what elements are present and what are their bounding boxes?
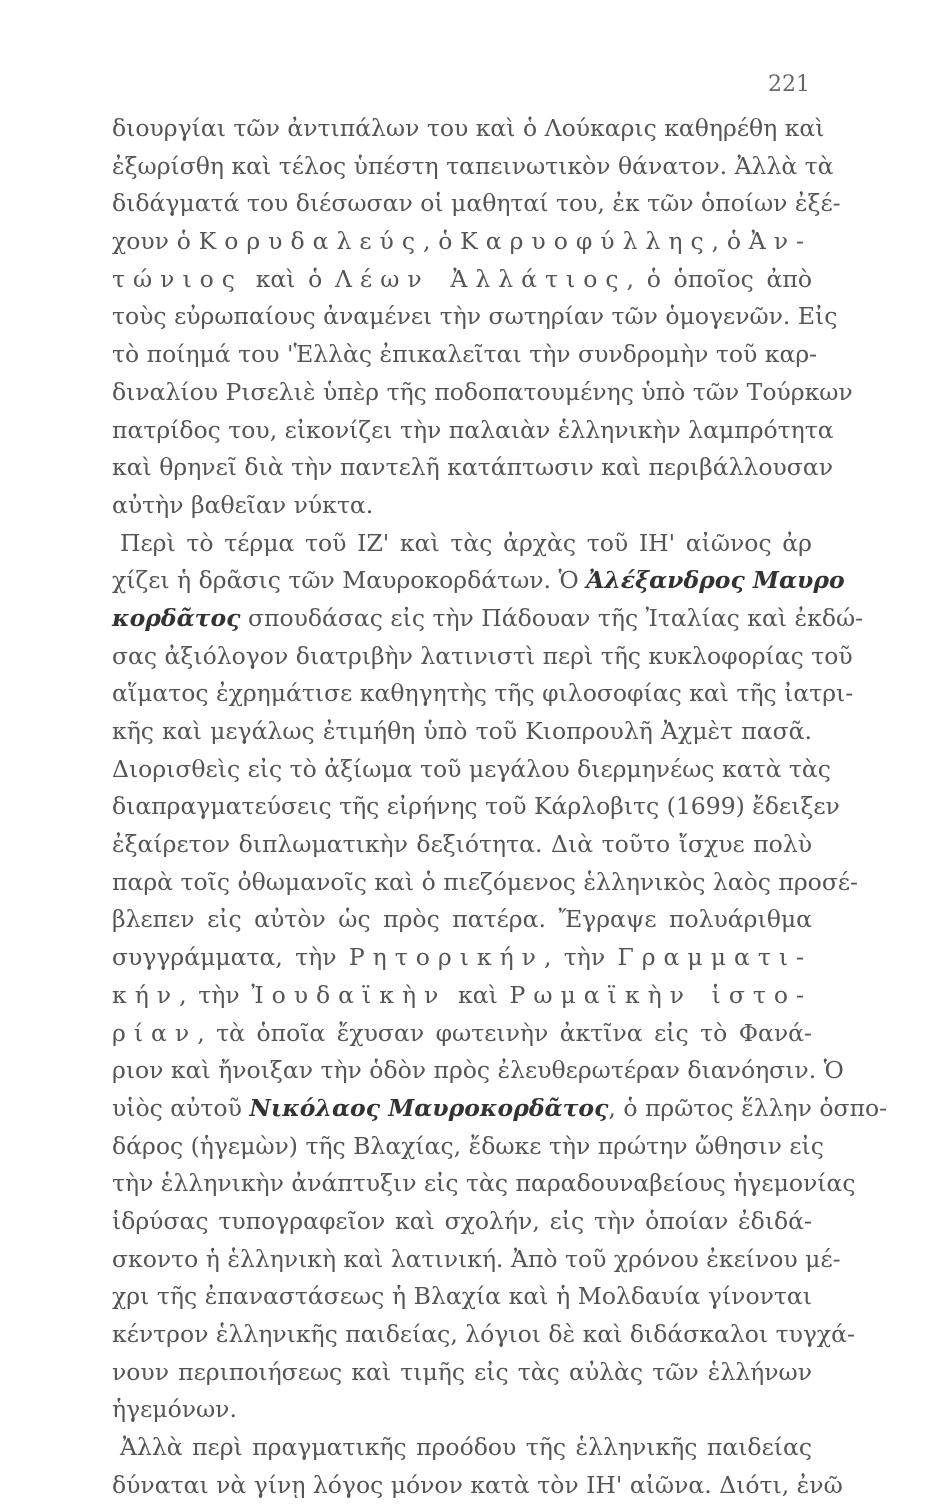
text-segment: κέντρον ἑλληνικῆς παιδείας, λόγιοι δὲ καὶ διδάσκαλοι τυγχά- <box>112 1320 855 1348</box>
emphasized-name: Ἀλέξανδρος Μαυρο <box>586 566 845 595</box>
text-line <box>112 939 812 977</box>
spaced-term: Ἰουδαϊκὴν <box>251 980 447 1009</box>
text-segment: χρι τῆς ἐπαναστάσεως ἡ Βλαχία καὶ ἡ Μολδαυία γίνονται <box>112 1282 812 1311</box>
spaced-term: Ρωμαϊκὴν ἱστο- <box>509 980 812 1009</box>
text-segment: δάρος (ἡγεμὼν) τῆς Βλαχίας, ἔδωκε τὴν πρώτην ὤθησιν εἰς <box>112 1131 824 1160</box>
text-line <box>112 1391 812 1429</box>
spaced-term: Γραμματι- <box>617 943 812 972</box>
text-line <box>112 675 854 713</box>
text-line <box>112 1052 844 1090</box>
text-line <box>112 487 812 525</box>
text-segment: σας ἀξιόλογον διατριβὴν λατινιστὶ περὶ τῆς κυκλοφορίας τοῦ <box>112 641 853 670</box>
text-line <box>112 826 812 864</box>
text-segment: , ὁ <box>711 227 749 256</box>
text-segment: καὶ <box>446 980 510 1009</box>
page-number: 221 <box>768 72 810 97</box>
text-segment: χουν ὁ <box>112 227 199 256</box>
text-line <box>112 751 831 789</box>
text-segment: Ἀλλὰ περὶ πραγματικῆς προόδου τῆς ἑλληνικῆς παιδείας <box>120 1433 812 1462</box>
text-segment: διδάγματά του διέσωσαν οἱ μαθηταί του, ἐκ τῶν ὁποίων ἐξέ- <box>112 189 841 218</box>
text-segment: , ὁ πρῶτος ἕλλην ὁσπο- <box>608 1093 888 1122</box>
text-line <box>112 638 853 676</box>
spaced-term: ρίαν <box>112 1018 198 1047</box>
text-segment: νουν περιποιήσεως καὶ τιμῆς εἰς τὰς αὐλὰς τῶν ἑλλήνων <box>112 1357 812 1386</box>
text-line <box>112 1278 812 1316</box>
text-line <box>112 148 834 186</box>
text-segment: τὸ ποίημά του 'Ἑλλὰς ἐπικαλεῖται τὴν συνδρομὴν τοῦ καρ- <box>112 340 818 369</box>
text-segment: παρὰ τοῖς ὀθωμανοῖς καὶ ὁ πιεζόμενος ἑλληνικὸς λαὸς προσέ- <box>112 867 858 896</box>
text-line <box>112 412 834 450</box>
text-line <box>112 1090 888 1128</box>
text-line <box>112 336 818 374</box>
spaced-term: Ρητορικήν <box>348 943 544 972</box>
text-segment: αἵματος ἐχρημάτισε καθηγητὴς τῆς φιλοσοφίας καὶ τῆς ἰατρι- <box>112 679 854 708</box>
text-segment: δύναται νὰ γίνῃ λόγος μόνον κατὰ τὸν ΙΗ' αἰῶνα. Διότι, ἐνῶ <box>112 1470 843 1499</box>
text-line <box>112 223 812 261</box>
text-segment: πατρίδος του, εἰκονίζει τὴν παλαιὰν ἑλληνικὴν λαμπρότητα <box>112 415 834 444</box>
text-line <box>112 562 845 600</box>
text-line <box>112 1316 855 1354</box>
text-line <box>112 374 853 412</box>
text-line <box>112 864 858 902</box>
emphasized-name: κορδᾶτος <box>112 603 241 632</box>
text-segment: Περὶ τὸ τέρμα τοῦ ΙΖ' καὶ τὰς ἀρχὰς τοῦ ΙΗ' αἰῶνος ἀρ <box>120 528 812 557</box>
spaced-term: τώνιος <box>112 264 243 293</box>
text-segment: ἐξαίρετον διπλωματικὴν δεξιότητα. Διὰ τοῦτο ἴσχυε πολὺ <box>112 830 812 859</box>
text-line <box>112 1203 812 1241</box>
text-segment: συγγράμματα, τὴν <box>112 943 349 972</box>
text-segment: διναλίου Ρισελιὲ ὑπὲρ τῆς ποδοπατουμένης ὑπὸ τῶν Τούρκων <box>112 377 853 406</box>
spaced-term: Ἀν- <box>748 227 812 256</box>
text-line <box>112 977 812 1015</box>
text-line <box>112 1354 812 1392</box>
emphasized-name: Νικόλαος Μαυροκορδᾶτος <box>249 1093 609 1122</box>
text-line <box>112 1429 812 1467</box>
text-segment: χίζει ἡ δρᾶσις τῶν Μαυροκορδάτων. Ὁ <box>112 566 587 595</box>
text-line <box>112 1165 856 1203</box>
text-segment: , τὰ ὁποῖα ἔχυσαν φωτεινὴν ἀκτῖνα εἰς τὸ Φανά- <box>197 1018 812 1047</box>
text-line <box>112 600 864 638</box>
text-line <box>112 1467 843 1504</box>
text-line <box>112 713 812 751</box>
text-line <box>112 1015 812 1053</box>
text-segment: τὴν ἑλληνικὴν ἀνάπτυξιν εἰς τὰς παραδουναβείους ἡγεμονίας <box>112 1169 856 1198</box>
text-segment: ἡγεμόνων. <box>112 1395 237 1424</box>
text-line <box>112 110 825 148</box>
text-segment: διαπραγματεύσεις τῆς εἰρήνης τοῦ Κάρλοβιτς (1699) ἔδειξεν <box>112 792 840 821</box>
text-segment: ἱδρύσας τυπογραφεῖον καὶ σχολήν, εἰς τὴν ὁποίαν ἐδιδά- <box>112 1206 812 1235</box>
text-line <box>112 525 812 563</box>
spaced-term: Λέων Ἀλλάτιος <box>335 264 627 293</box>
text-line <box>112 261 812 299</box>
text-segment: , τὴν <box>543 943 618 972</box>
text-segment: βλεπεν εἰς αὐτὸν ὡς πρὸς πατέρα. Ἔγραψε πολυάριθμα <box>112 905 812 934</box>
text-segment: , ὁ <box>423 227 461 256</box>
text-line <box>112 1241 841 1279</box>
text-segment: διουργίαι τῶν ἀντιπάλων του καὶ ὁ Λούκαρις καθηρέθη καὶ <box>112 114 825 142</box>
text-segment: αὐτὴν βαθεῖαν νύκτα. <box>112 490 374 519</box>
text-segment: Διορισθεὶς εἰς τὸ ἀξίωμα τοῦ μεγάλου διερμηνέως κατὰ τὰς <box>112 754 831 783</box>
spaced-term: Κορυδαλεύς <box>198 227 423 256</box>
body-text <box>112 110 888 1504</box>
text-segment: καὶ ὁ <box>242 264 336 293</box>
text-segment: καὶ θρηνεῖ διὰ τὴν παντελῆ κατάπτωσιν καὶ περιβάλλουσαν <box>112 453 833 482</box>
text-segment: , ὁ ὁποῖος ἀπὸ <box>626 264 812 293</box>
text-segment: σκοντο ἡ ἑλληνικὴ καὶ λατινική. Ἀπὸ τοῦ χρόνου ἐκείνου μέ- <box>112 1244 841 1273</box>
spaced-term: κήν <box>112 980 180 1009</box>
text-line <box>112 185 841 223</box>
text-line <box>112 449 833 487</box>
text-segment: σπουδάσας εἰς τὴν Πάδουαν τῆς Ἰταλίας καὶ ἐκδώ- <box>240 603 864 632</box>
text-segment: κῆς καὶ μεγάλως ἐτιμήθη ὑπὸ τοῦ Κιοπρουλῆ Ἀχμὲτ πασᾶ. <box>112 717 812 745</box>
text-segment: τοὺς εὐρωπαίους ἀναμένει τὴν σωτηρίαν τῶν ὁμογενῶν. Εἰς <box>112 302 838 331</box>
text-line <box>112 901 812 939</box>
text-line <box>112 788 840 826</box>
text-line <box>112 298 838 336</box>
spaced-term: Καρυοφύλλης <box>460 227 712 256</box>
text-segment: , τὴν <box>179 980 252 1009</box>
text-segment: υἱὸς αὐτοῦ <box>112 1093 250 1122</box>
text-line <box>112 1128 824 1166</box>
text-segment: ριον καὶ ἤνοιξαν τὴν ὁδὸν πρὸς ἐλευθερωτέραν διανόησιν. Ὁ <box>112 1056 844 1085</box>
text-segment: ἐξωρίσθη καὶ τέλος ὑπέστη ταπεινωτικὸν θάνατον. Ἀλλὰ τὰ <box>112 151 834 180</box>
